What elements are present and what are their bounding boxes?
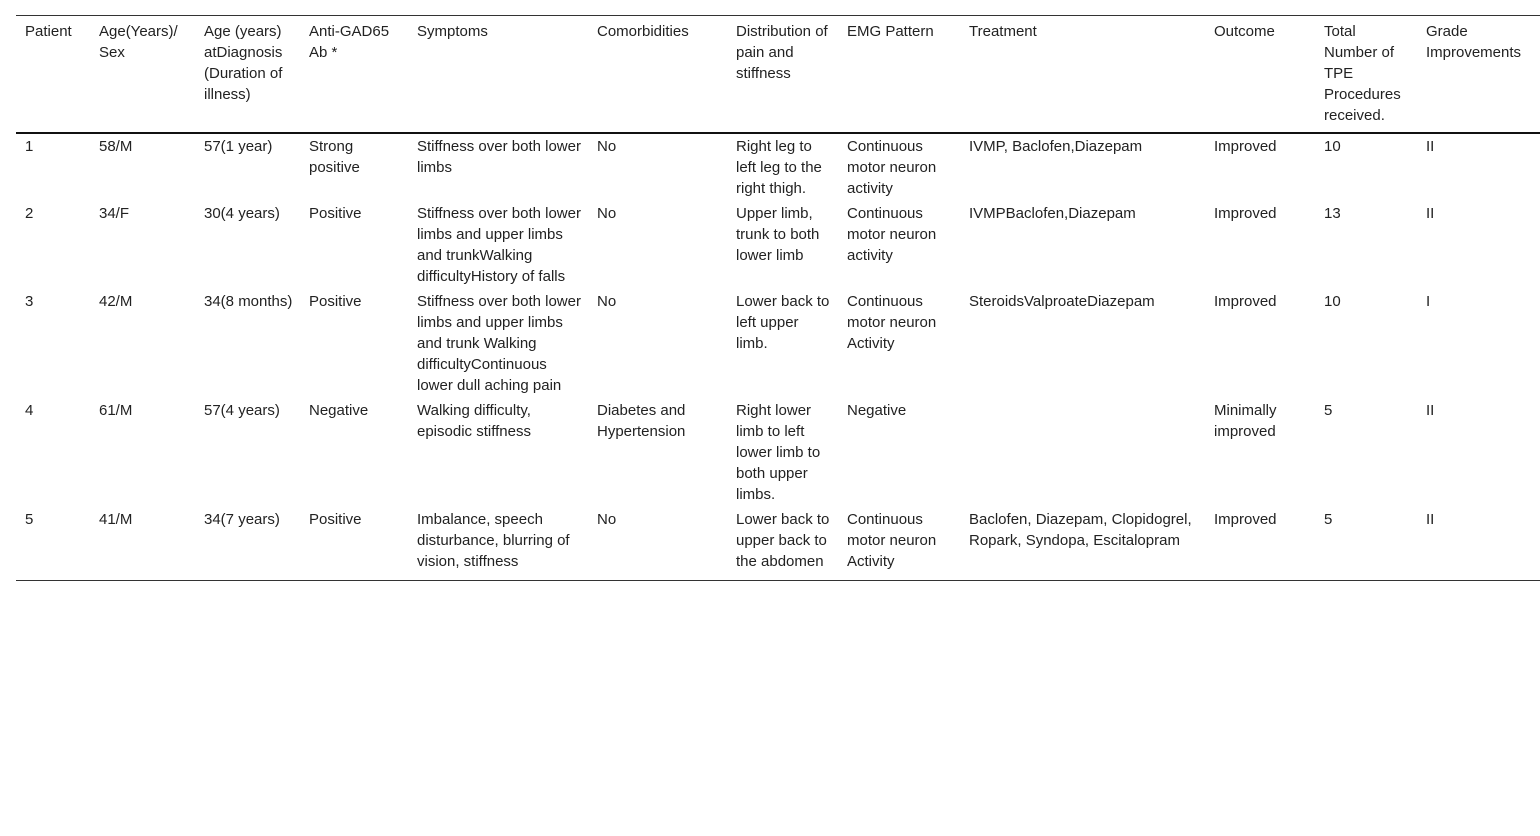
cell-emg-pattern: Continuous motor neuron activity bbox=[847, 138, 937, 197]
cell-treatment: IVMP, Baclofen,Diazepam bbox=[969, 138, 1143, 155]
cell-anti-gad65: Positive bbox=[309, 293, 362, 310]
cell-age-diagnosis: 34(7 years) bbox=[204, 511, 280, 528]
cell-tpe-procedures: 5 bbox=[1324, 402, 1333, 419]
col-header-tpe-procedures: Total Number of TPE Procedures received. bbox=[1324, 23, 1401, 124]
cell-outcome: Improved bbox=[1214, 205, 1277, 222]
col-header-patient: Patient bbox=[25, 23, 72, 40]
cell-symptoms: Imbalance, speech disturbance, blurring of vision, stiffness bbox=[417, 511, 570, 570]
cell-age-diagnosis: 57(4 years) bbox=[204, 402, 280, 419]
cell-emg-pattern: Continuous motor neuron activity bbox=[847, 205, 937, 264]
cell-treatment bbox=[960, 398, 1205, 507]
cell-grade-improvements: II bbox=[1426, 205, 1435, 222]
table-row bbox=[16, 289, 1540, 398]
cell-outcome: Improved bbox=[1214, 138, 1277, 155]
cell-treatment: SteroidsValproateDiazepam bbox=[969, 293, 1155, 310]
table-row bbox=[16, 133, 1540, 201]
cell-outcome: Improved bbox=[1214, 293, 1277, 310]
cell-emg-pattern: Continuous motor neuron Activity bbox=[847, 293, 937, 352]
cell-age-sex: 41/M bbox=[99, 511, 133, 528]
cell-patient: 4 bbox=[25, 402, 34, 419]
table-row bbox=[16, 507, 1540, 581]
cell-comorbidities: Diabetes and Hypertension bbox=[597, 402, 686, 440]
cell-comorbidities: No bbox=[597, 293, 617, 310]
cell-anti-gad65: Negative bbox=[309, 402, 369, 419]
cell-treatment: Baclofen, Diazepam, Clopidogrel, Ropark, Syndopa, Escitalopram bbox=[969, 511, 1192, 549]
cell-tpe-procedures: 13 bbox=[1324, 205, 1341, 222]
cell-grade-improvements: II bbox=[1426, 511, 1435, 528]
cell-emg-pattern: Negative bbox=[847, 402, 907, 419]
table-row bbox=[16, 398, 1540, 507]
cell-outcome: Improved bbox=[1214, 511, 1277, 528]
cell-anti-gad65: Positive bbox=[309, 511, 362, 528]
col-header-grade-improvements: Grade Improvements bbox=[1426, 23, 1522, 61]
cell-anti-gad65: Strong positive bbox=[309, 138, 360, 176]
cell-anti-gad65: Positive bbox=[309, 205, 362, 222]
cell-age-diagnosis: 30(4 years) bbox=[204, 205, 280, 222]
cell-symptoms: Stiffness over both lower limbs and upper limbs and trunkWalking difficultyHistory of falls bbox=[417, 205, 581, 285]
cell-symptoms: Stiffness over both lower limbs and upper limbs and trunk Walking difficultyContinuous lower dull aching pain bbox=[417, 293, 581, 394]
col-header-symptoms: Symptoms bbox=[417, 23, 488, 40]
cell-age-diagnosis: 57(1 year) bbox=[204, 138, 273, 155]
cell-grade-improvements: II bbox=[1426, 138, 1435, 155]
col-header-emg-pattern: EMG Pattern bbox=[847, 23, 934, 40]
cell-grade-improvements: I bbox=[1426, 293, 1431, 310]
cell-tpe-procedures: 10 bbox=[1324, 138, 1341, 155]
cell-patient: 5 bbox=[25, 511, 34, 528]
cell-comorbidities: No bbox=[597, 205, 617, 222]
cell-comorbidities: No bbox=[597, 138, 617, 155]
cell-age-diagnosis: 34(8 months) bbox=[204, 293, 293, 310]
cell-patient: 2 bbox=[25, 205, 34, 222]
cell-emg-pattern: Continuous motor neuron Activity bbox=[847, 511, 937, 570]
cell-distribution: Right lower limb to left lower limb to both upper limbs. bbox=[736, 402, 821, 503]
table-header-row bbox=[16, 16, 1540, 134]
cell-age-sex: 61/M bbox=[99, 402, 133, 419]
col-header-distribution: Distribution of pain and stiffness bbox=[736, 23, 828, 82]
cell-patient: 3 bbox=[25, 293, 34, 310]
col-header-age-diagnosis: Age (years) atDiagnosis (Duration of illness) bbox=[204, 23, 283, 103]
cell-distribution: Right leg to left leg to the right thigh. bbox=[736, 138, 822, 197]
col-header-outcome: Outcome bbox=[1214, 23, 1275, 40]
cell-distribution: Lower back to upper back to the abdomen bbox=[736, 511, 830, 570]
cell-patient: 1 bbox=[25, 138, 34, 155]
cell-tpe-procedures: 5 bbox=[1324, 511, 1333, 528]
cell-age-sex: 42/M bbox=[99, 293, 133, 310]
cell-symptoms: Stiffness over both lower limbs bbox=[417, 138, 581, 176]
col-header-treatment: Treatment bbox=[969, 23, 1037, 40]
col-header-age-sex: Age(Years)/ Sex bbox=[99, 23, 178, 61]
col-header-comorbidities: Comorbidities bbox=[597, 23, 689, 40]
table-row bbox=[16, 201, 1540, 289]
cell-distribution: Lower back to left upper limb. bbox=[736, 293, 830, 352]
cell-symptoms: Walking difficulty, episodic stiffness bbox=[417, 402, 531, 440]
cell-grade-improvements: II bbox=[1426, 402, 1435, 419]
cell-treatment: IVMPBaclofen,Diazepam bbox=[969, 205, 1136, 222]
cell-age-sex: 58/M bbox=[99, 138, 133, 155]
cell-outcome: Minimally improved bbox=[1214, 402, 1277, 440]
cell-comorbidities: No bbox=[597, 511, 617, 528]
col-header-anti-gad65: Anti-GAD65 Ab * bbox=[309, 23, 390, 61]
cell-distribution: Upper limb, trunk to both lower limb bbox=[736, 205, 820, 264]
cell-age-sex: 34/F bbox=[99, 205, 130, 222]
cell-tpe-procedures: 10 bbox=[1324, 293, 1341, 310]
patient-table bbox=[16, 15, 1540, 581]
